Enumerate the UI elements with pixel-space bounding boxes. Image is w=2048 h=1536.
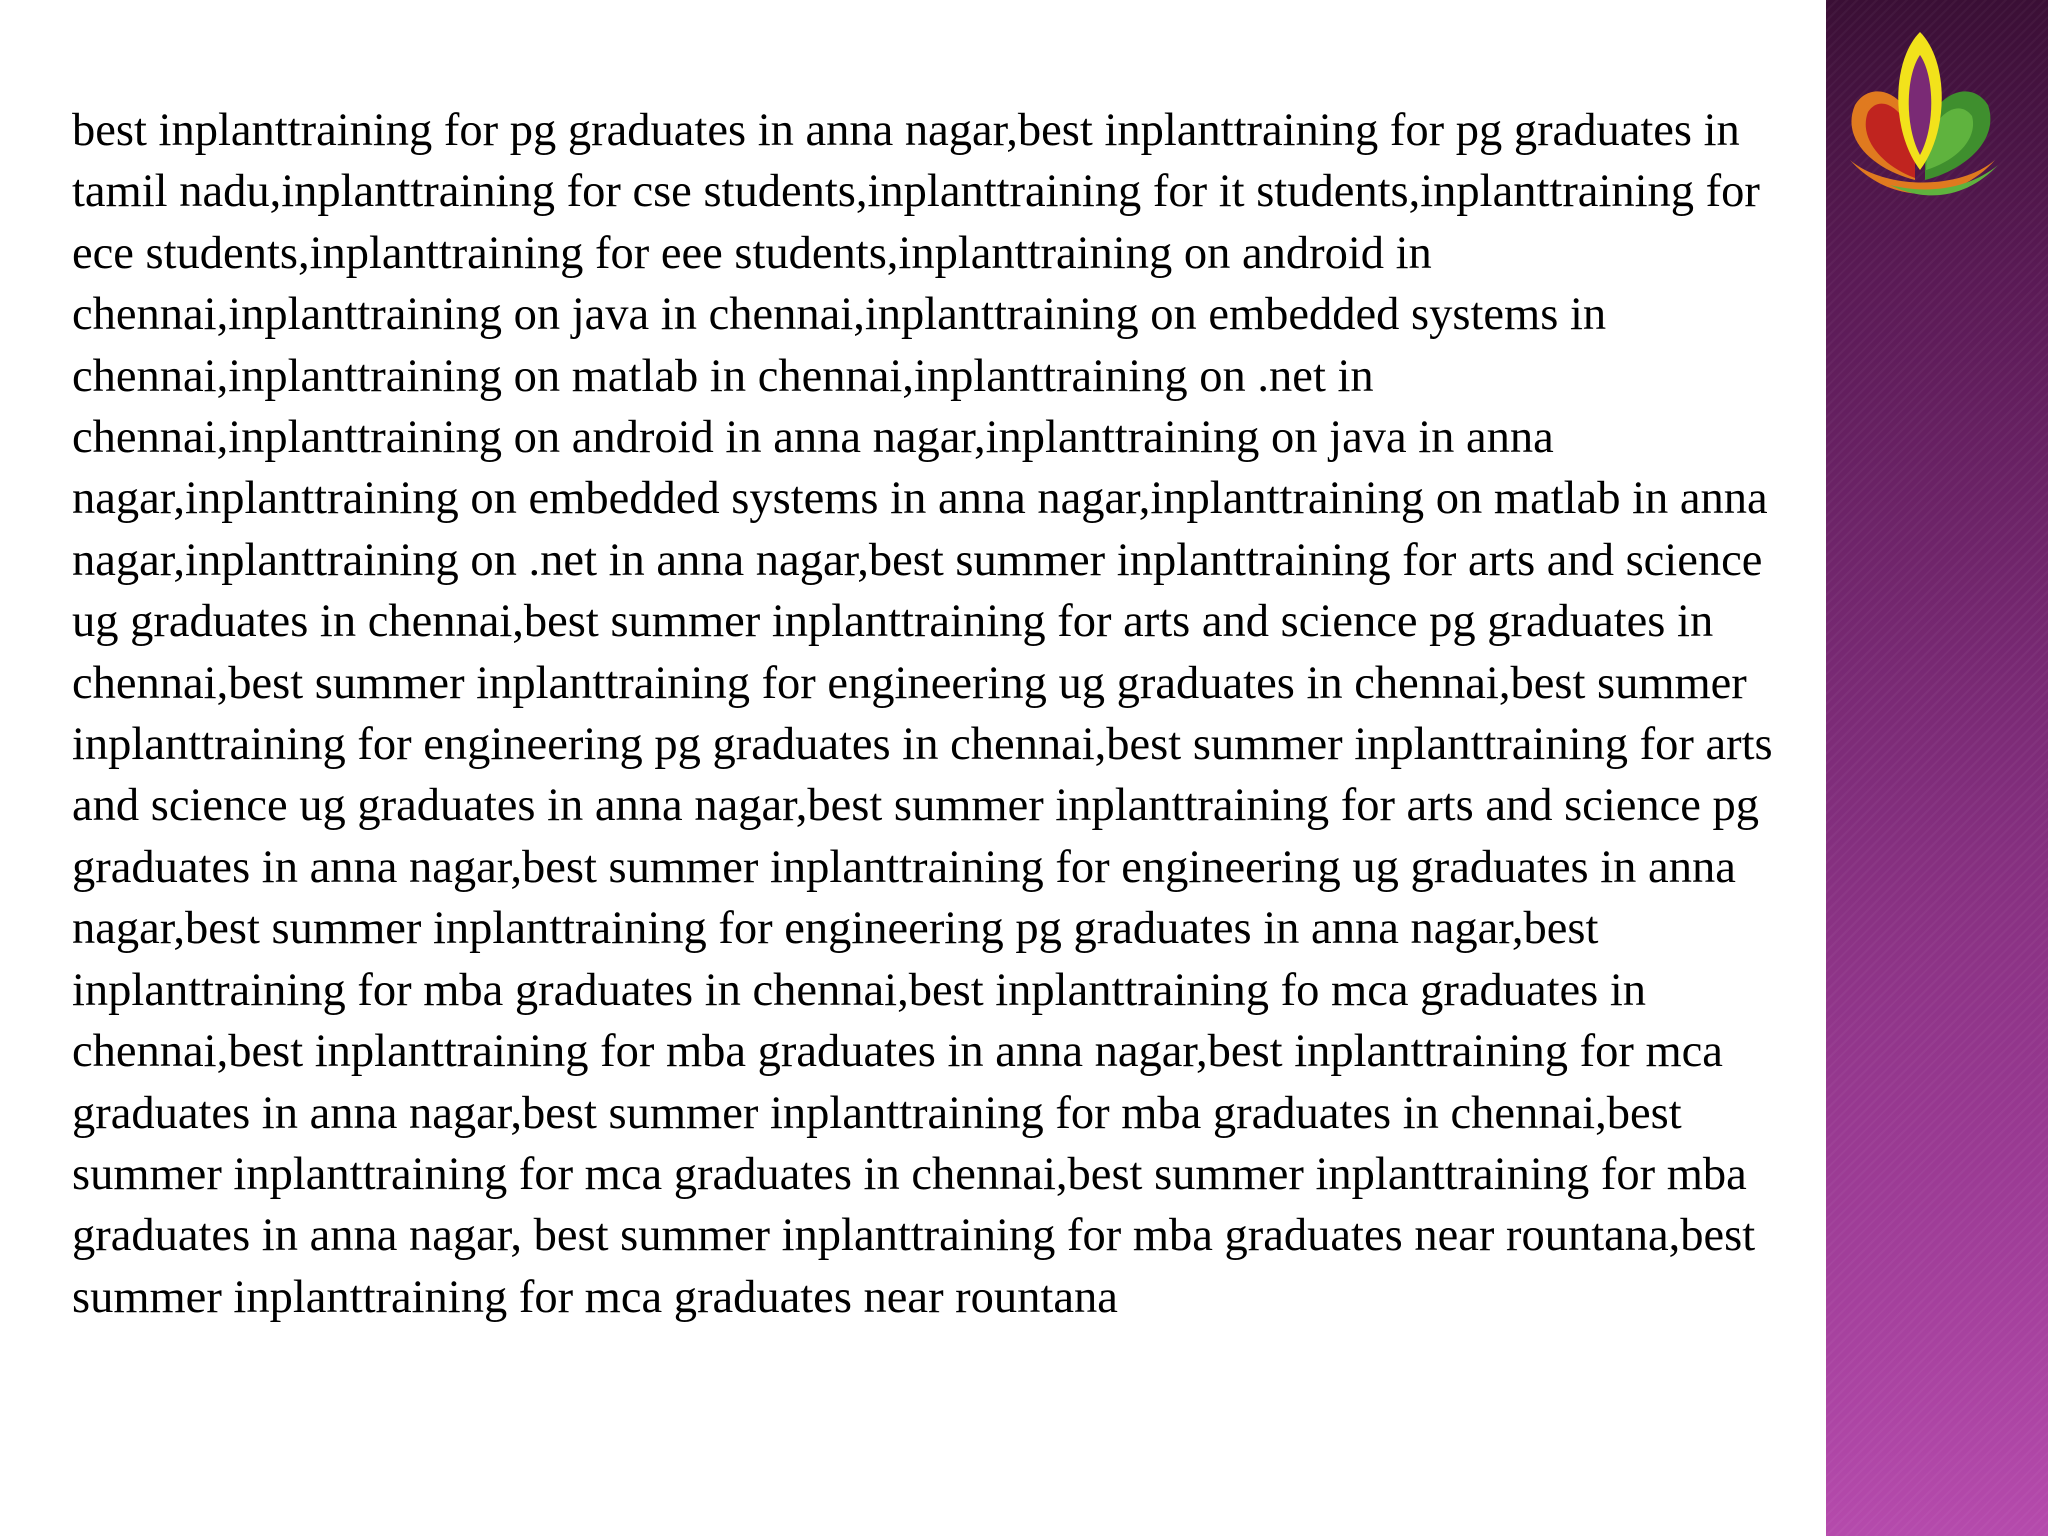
text-line: best inplanttraining for pg graduates in anna nagar,best inplanttraining for pg graduates in	[72, 105, 1740, 156]
text-line: and science ug graduates in anna nagar,best summer inplanttraining for arts and science pg	[72, 780, 1760, 832]
text-line: chennai,inplanttraining on java in chennai,inplanttraining on embedded systems in	[72, 289, 1607, 341]
text-line: summer inplanttraining for mca graduates in chennai,best summer inplanttraining for mba	[72, 1148, 1747, 1200]
body-text	[72, 100, 1972, 1328]
text-line: chennai,inplanttraining on android in anna nagar,inplanttraining on java in anna	[72, 412, 1554, 464]
text-line: ug graduates in chennai,best summer inplanttraining for arts and science pg graduates in	[72, 596, 1714, 648]
text-line: inplanttraining for mba graduates in chennai,best inplanttraining fo mca graduates in	[72, 964, 1647, 1016]
text-line: nagar,best summer inplanttraining for engineering pg graduates in anna nagar,best	[72, 903, 1599, 955]
text-line: graduates in anna nagar,best summer inplanttraining for engineering ug graduates in anna	[72, 841, 1736, 893]
text-line: graduates in anna nagar, best summer inplanttraining for mba graduates near rountana,best	[72, 1210, 1756, 1262]
text-line: chennai,inplanttraining on matlab in chennai,inplanttraining on .net in	[72, 350, 1374, 402]
text-line: inplanttraining for engineering pg graduates in chennai,best summer inplanttraining for arts	[72, 719, 1773, 771]
text-line: tamil nadu,inplanttraining for cse students,inplanttraining for it students,inplanttraining for	[72, 166, 1760, 218]
text-line: summer inplanttraining for mca graduates near rountana	[72, 1271, 1118, 1323]
text-line: ece students,inplanttraining for eee students,inplanttraining on android in	[72, 227, 1432, 279]
text-line: chennai,best inplanttraining for mba graduates in anna nagar,best inplanttraining for mca	[72, 1026, 1723, 1078]
text-line: nagar,inplanttraining on embedded systems in anna nagar,inplanttraining on matlab in anna	[72, 473, 1768, 525]
text-line: nagar,inplanttraining on .net in anna nagar,best summer inplanttraining for arts and science	[72, 534, 1763, 586]
text-line: chennai,best summer inplanttraining for engineering ug graduates in chennai,best summer	[72, 657, 1747, 709]
text-line: graduates in anna nagar,best summer inplanttraining for mba graduates in chennai,best	[72, 1087, 1682, 1139]
